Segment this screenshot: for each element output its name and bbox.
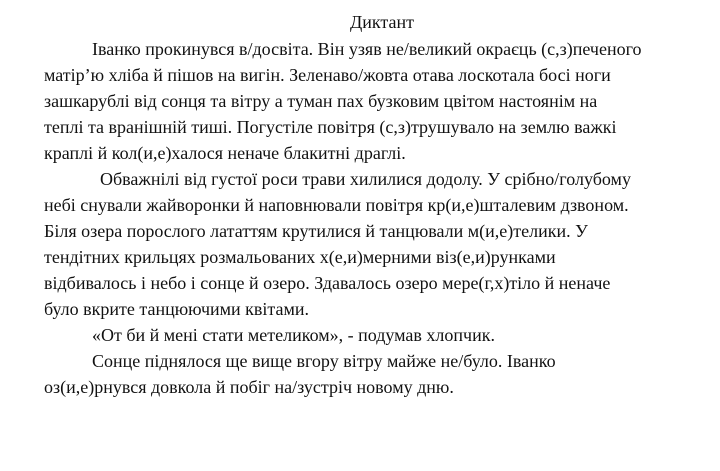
text-line: відбивалось і небо і сонце й озеро. Здавалось озеро мере(г,х)тіло й неначе (44, 273, 611, 293)
text-line: було вкрите танцюючими квітами. (44, 299, 309, 319)
text-line: матір’ю хліба й пішов на вигін. Зеленаво/жовта отава лоскотала босі ноги (44, 65, 611, 85)
text-line: Сонце піднялося ще вище вгору вітру майже не/було. Іванко (92, 351, 556, 371)
text-line: зашкарублі від сонця та вітру а туман пах бузковим цвітом настоянім на (44, 91, 598, 111)
text-line: краплі й кол(и,е)халося неначе блакитні драглі. (44, 143, 406, 163)
text-line: Біля озера порослого лататтям крутилися й танцювали м(и,е)телики. У (44, 221, 588, 241)
text-line: теплі та вранішній тиші. Погустіле повітря (с,з)трушувало на землю важкі (44, 117, 617, 137)
text-line: «От би й мені стати метеликом», - подумав хлопчик. (92, 325, 495, 345)
text-line: небі снували жайворонки й наповнювали повітря кр(и,е)шталевим дзвоном. (44, 195, 629, 215)
text-line: Іванко прокинувся в/досвіта. Він узяв не/великий окраєць (с,з)печеного (92, 39, 642, 59)
text-line: тендітних крильцях розмальованих х(е,и)мерними віз(е,и)рунками (44, 247, 556, 267)
text-line: оз(и,е)рнувся довкола й побіг на/зустріч новому дню. (44, 377, 454, 397)
text-line: Обважнілі від густої роси трави хилилися додолу. У срібно/голубому (100, 169, 631, 189)
document-title: Диктант (350, 12, 414, 32)
